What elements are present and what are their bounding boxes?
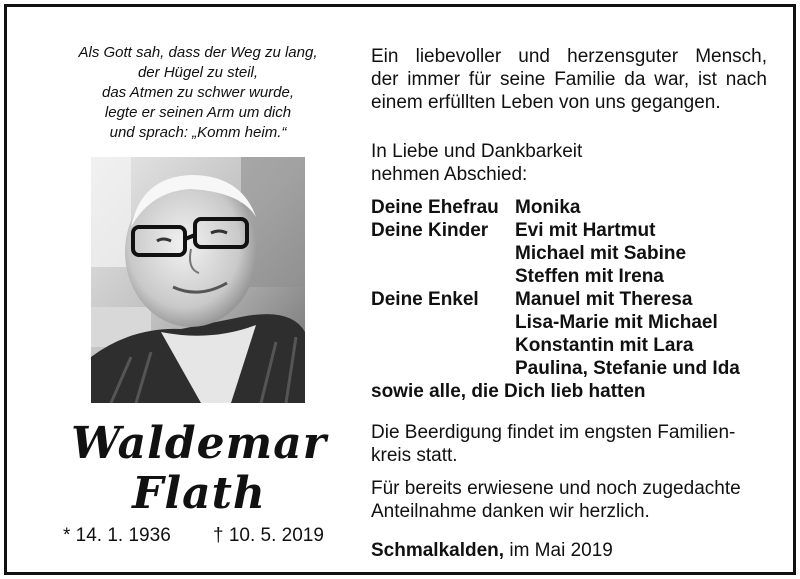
birth-date: * 14. 1. 1936: [63, 525, 171, 546]
grandchild-name: Konstantin mit Lara: [515, 335, 694, 356]
grandchildren-row: [371, 288, 767, 380]
child-name: Evi mit Hartmut: [515, 220, 656, 241]
intro-paragraph: [371, 45, 767, 114]
thanks-notice: [371, 477, 767, 523]
text-column: [371, 45, 767, 562]
death-date: † 10. 5. 2019: [213, 525, 324, 546]
children-label: Deine Kinder: [371, 220, 489, 241]
grandchild-name: Paulina, Stefanie und Ida: [515, 358, 740, 379]
burial-line: Die Beerdigung findet im engsten Familien-: [371, 422, 736, 443]
place-date: [371, 539, 767, 562]
wife-label: Deine Ehefrau: [371, 197, 499, 218]
deceased-name: [7, 419, 391, 519]
poem-line: der Hügel zu steil,: [137, 64, 259, 81]
intro-line: der immer für seine Familie da war, ist nach: [371, 69, 767, 90]
obituary-card: [4, 4, 796, 575]
last-name: Flath: [132, 468, 266, 519]
intro-line: einem erfüllten Leben von uns gegangen.: [371, 92, 721, 113]
grandchild-name: Lisa-Marie mit Michael: [515, 312, 718, 333]
child-name: Michael mit Sabine: [515, 243, 687, 264]
poem-line: das Atmen zu schwer wurde,: [101, 84, 295, 101]
children-row: [371, 219, 767, 288]
burial-line: kreis statt.: [371, 445, 458, 466]
intro-line: Ein liebevoller und herzensguter Mensch,: [371, 46, 767, 67]
poem-line: Als Gott sah, dass der Weg zu lang,: [78, 44, 318, 61]
poem-line: und sprach: „Komm heim.“: [109, 124, 287, 141]
thanks-line: Für bereits erwiesene und noch zugedachte: [371, 478, 741, 499]
others-line: sowie alle, die Dich lieb hatten: [371, 381, 646, 402]
first-name: Waldemar: [71, 418, 327, 469]
farewell-heading: [371, 140, 767, 186]
portrait-photo: [91, 157, 305, 403]
month-year: im Mai 2019: [509, 540, 613, 561]
child-name: Steffen mit Irena: [515, 266, 664, 287]
farewell-line: nehmen Abschied:: [371, 164, 528, 185]
portrait-illustration: [91, 157, 305, 403]
farewell-line: In Liebe und Dankbarkeit: [371, 141, 583, 162]
family-list: [371, 196, 767, 403]
wife-name: Monika: [515, 197, 581, 218]
town: Schmalkalden,: [371, 540, 505, 561]
grandchildren-label: Deine Enkel: [371, 289, 479, 310]
grandchild-name: Manuel mit Theresa: [515, 289, 693, 310]
poem: [43, 43, 353, 143]
poem-line: legte er seinen Arm um dich: [104, 104, 292, 121]
thanks-line: Anteilnahme danken wir herzlich.: [371, 501, 650, 522]
burial-notice: [371, 421, 767, 467]
wife-row: [371, 196, 767, 219]
